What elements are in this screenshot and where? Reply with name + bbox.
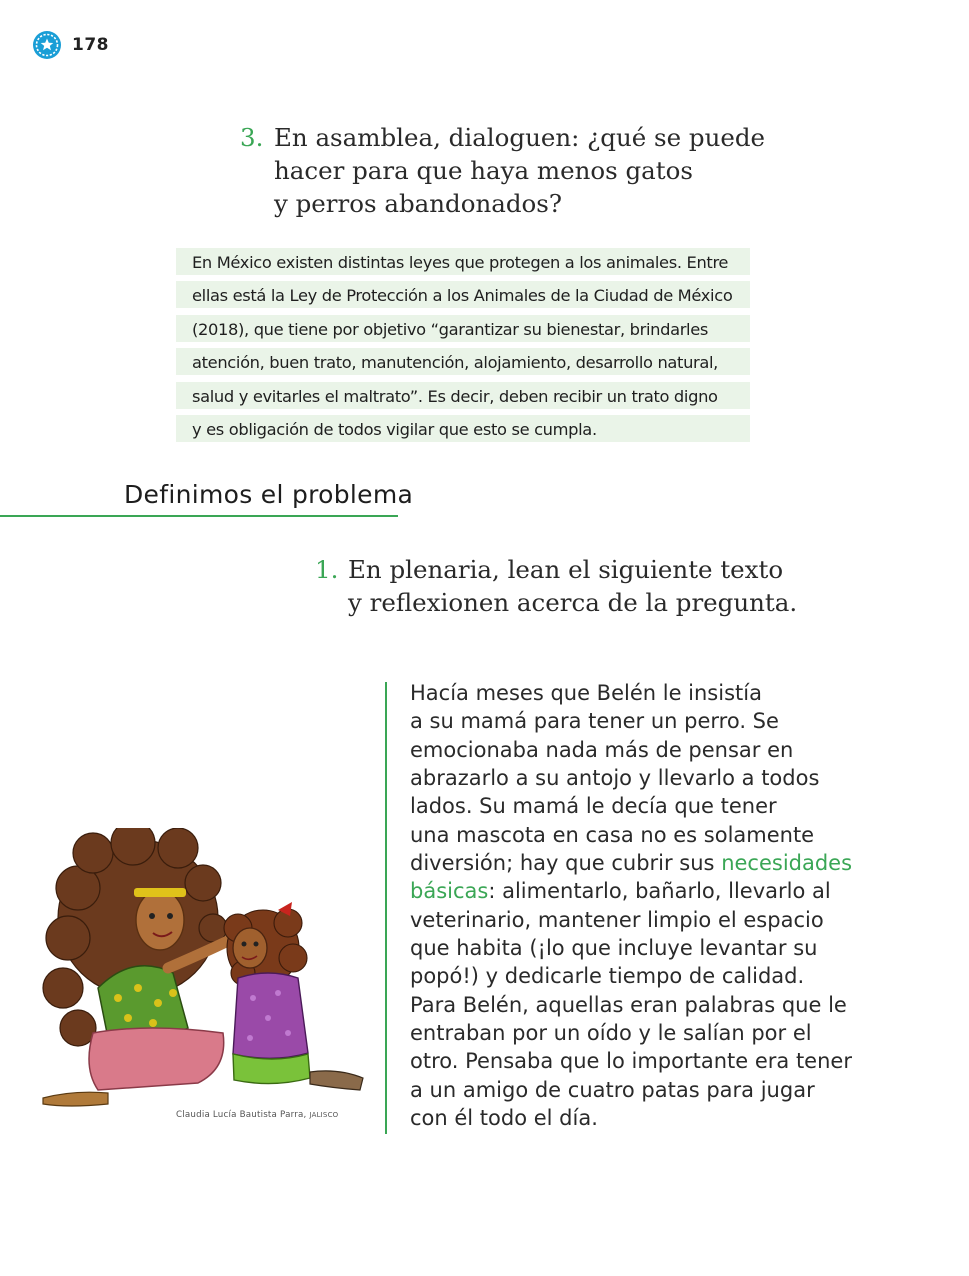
activity-line: En plenaria, lean el siguiente texto: [348, 555, 784, 584]
credit-state: JALISCO: [309, 1111, 339, 1119]
star-badge-icon: [32, 30, 62, 60]
story-line: a un amigo de cuatro patas para jugar: [410, 1077, 815, 1102]
story-line: a su mamá para tener un perro. Se: [410, 709, 779, 734]
activity-number: 3.: [240, 123, 264, 152]
story-line: emocionaba nada más de pensar en: [410, 737, 794, 762]
activity-line: y reflexionen acerca de la pregunta.: [348, 588, 798, 617]
activity-3: [240, 121, 765, 220]
info-line: ellas está la Ley de Protección a los Animales de la Ciudad de México: [176, 281, 750, 308]
story-line: veterinario, mantener limpio el espacio: [410, 907, 824, 932]
story-line: Hacía meses que Belén le insistía: [410, 681, 762, 705]
mother-daughter-illustration: [38, 828, 370, 1112]
activity-line: y perros abandonados?: [274, 189, 562, 218]
story-line: una mascota en casa no es solamente: [410, 822, 815, 847]
info-line: (2018), que tiene por objetivo “garantizar su bienestar, brindarles: [176, 315, 750, 342]
story-line: que habita (¡lo que incluye levantar su: [410, 936, 818, 961]
info-line: atención, buen trato, manutención, alojamiento, desarrollo natural,: [176, 348, 750, 375]
story-divider: [385, 682, 387, 1134]
activity-line: hacer para que haya menos gatos: [274, 156, 693, 185]
info-line: salud y evitarles el maltrato”. Es decir, deben recibir un trato digno: [176, 382, 750, 409]
illustration-credit: [176, 1110, 338, 1120]
info-line: y es obligación de todos vigilar que esto se cumpla.: [176, 415, 750, 442]
story-line: [410, 877, 880, 905]
page-number: 178: [72, 35, 109, 55]
story-line: entraban por un oído y le salían por el: [410, 1021, 812, 1046]
story-text-segment: : alimentarlo, bañarlo, llevarlo al: [488, 879, 831, 904]
glossary-term: necesidades: [721, 851, 853, 876]
glossary-term: básicas: [410, 879, 489, 904]
credit-name: Claudia Lucía Bautista Parra,: [176, 1110, 307, 1120]
activity-line: En asamblea, dialoguen: ¿qué se puede: [274, 123, 766, 152]
activity-number: 1.: [315, 555, 339, 584]
story-line: con él todo el día.: [410, 1106, 598, 1131]
activity-1: [315, 553, 797, 619]
story-text-segment: diversión; hay que cubrir sus: [410, 851, 722, 876]
story-line: otro. Pensaba que lo importante era tener: [410, 1049, 852, 1074]
section-divider: [0, 515, 398, 517]
story-text: [410, 679, 880, 1133]
story-line: [410, 849, 880, 877]
section-title: Definimos el problema: [124, 480, 414, 509]
page-header: [32, 30, 109, 60]
info-line: En México existen distintas leyes que protegen a los animales. Entre: [176, 248, 750, 275]
story-line: abrazarlo a su antojo y llevarlo a todos: [410, 766, 820, 791]
story-line: lados. Su mamá le decía que tener: [410, 794, 777, 819]
story-line: popó!) y dedicarle tiempo de calidad.: [410, 964, 805, 989]
story-line: Para Belén, aquellas eran palabras que le: [410, 992, 847, 1017]
info-box: [176, 248, 750, 448]
